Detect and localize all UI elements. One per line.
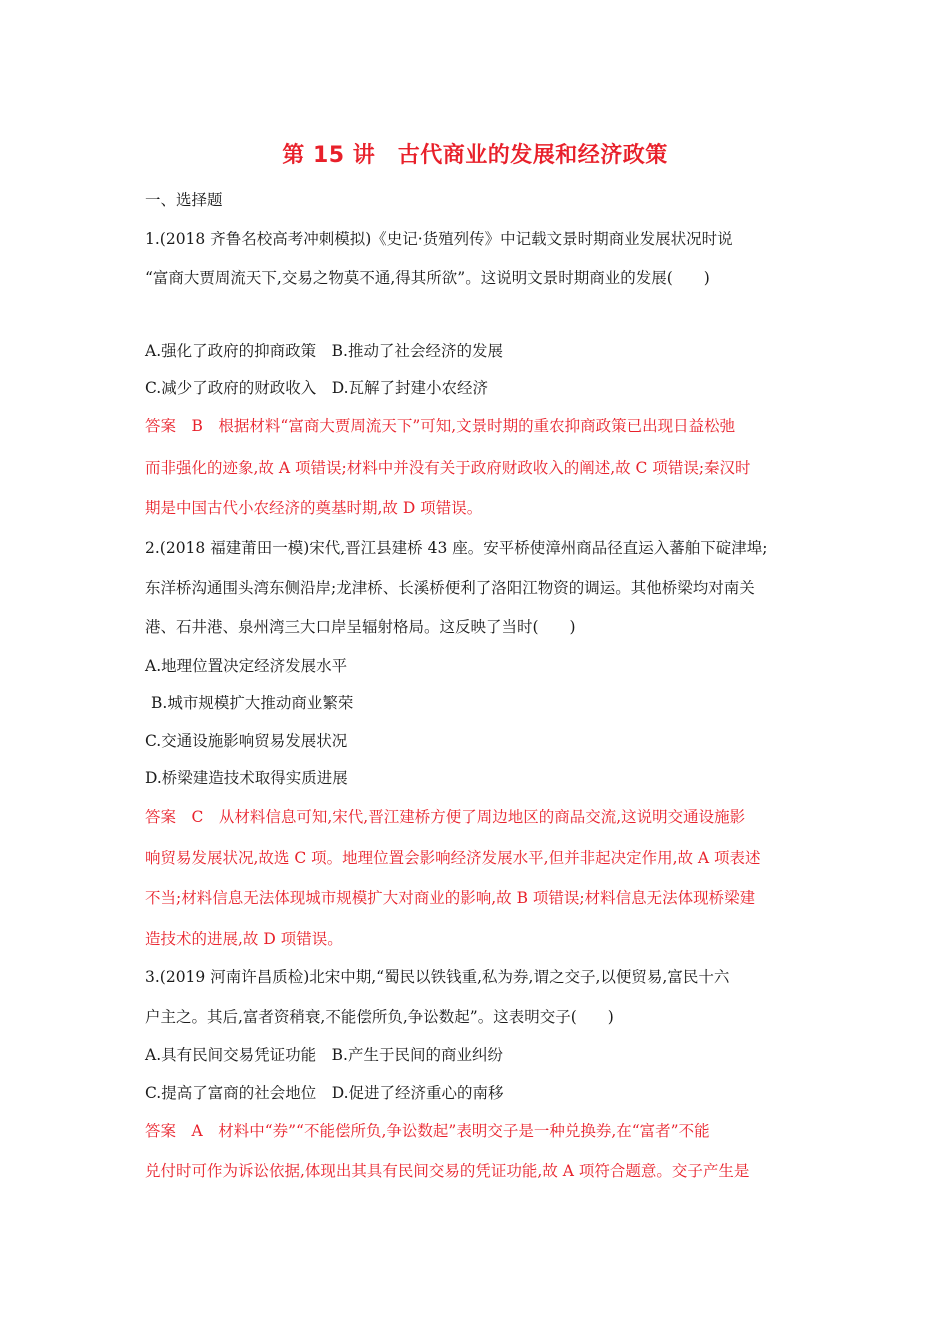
question-2-option-d: D.桥梁建造技术取得实质进展 bbox=[145, 769, 348, 787]
page-title: 第 15 讲 古代商业的发展和经济政策 bbox=[282, 143, 668, 168]
question-1-stem-line-1: 1.(2018 齐鲁名校高考冲刺模拟)《史记·货殖列传》中记载文景时期商业发展状况时说 bbox=[145, 230, 733, 248]
question-3-answer-line-1: 答案 A 材料中“券”“不能偿所负,争讼数起”表明交子是一种兑换券,在“富者”不能 bbox=[145, 1122, 710, 1140]
question-1-answer-line-1: 答案 B 根据材料“富商大贾周流天下”可知,文景时期的重农抑商政策已出现日益松弛 bbox=[145, 417, 736, 435]
question-2-answer-line-3: 不当;材料信息无法体现城市规模扩大对商业的影响,故 B 项错误;材料信息无法体现桥梁建 bbox=[145, 889, 756, 907]
question-1-options-line-2: C.减少了政府的财政收入 D.瓦解了封建小农经济 bbox=[145, 379, 489, 397]
question-2-answer-line-2: 响贸易发展状况,故选 C 项。地理位置会影响经济发展水平,但并非起决定作用,故 A 项表述 bbox=[145, 849, 761, 867]
question-3-options-line-1: A.具有民间交易凭证功能 B.产生于民间的商业纠纷 bbox=[145, 1046, 503, 1064]
question-1-stem-line-2: “富商大贾周流天下,交易之物莫不通,得其所欲”。这说明文景时期商业的发展( ) bbox=[145, 269, 710, 287]
question-1-options-line-1: A.强化了政府的抑商政策 B.推动了社会经济的发展 bbox=[145, 342, 503, 360]
question-2-option-b: B.城市规模扩大推动商业繁荣 bbox=[151, 694, 354, 712]
question-2-option-c: C.交通设施影响贸易发展状况 bbox=[145, 732, 348, 750]
question-3-answer-line-2: 兑付时可作为诉讼依据,体现出其具有民间交易的凭证功能,故 A 项符合题意。交子产生是 bbox=[145, 1162, 750, 1180]
question-2-stem-line-2: 东洋桥沟通围头湾东侧沿岸;龙津桥、长溪桥便利了洛阳江物资的调运。其他桥梁均对南关 bbox=[145, 579, 755, 597]
question-2-answer-line-4: 造技术的进展,故 D 项错误。 bbox=[145, 930, 343, 948]
question-3-stem-line-1: 3.(2019 河南许昌质检)北宋中期,“蜀民以铁钱重,私为券,谓之交子,以便贸易,富民十六 bbox=[145, 968, 730, 986]
question-3-options-line-2: C.提高了富商的社会地位 D.促进了经济重心的南移 bbox=[145, 1084, 504, 1102]
question-1-answer-line-2: 而非强化的迹象,故 A 项错误;材料中并没有关于政府财政收入的阐述,故 C 项错误;秦汉时 bbox=[145, 459, 751, 477]
question-3-stem-line-2: 户主之。其后,富者资稍衰,不能偿所负,争讼数起”。这表明交子( ) bbox=[145, 1008, 614, 1026]
question-2-option-a: A.地理位置决定经济发展水平 bbox=[145, 657, 348, 675]
question-1-answer-line-3: 期是中国古代小农经济的奠基时期,故 D 项错误。 bbox=[145, 499, 483, 517]
section-heading: 一、选择题 bbox=[145, 191, 223, 209]
question-2-stem-line-1: 2.(2018 福建莆田一模)宋代,晋江县建桥 43 座。安平桥使漳州商品径直运入蕃舶下碇津埠; bbox=[145, 539, 768, 557]
question-2-stem-line-3: 港、石井港、泉州湾三大口岸呈辐射格局。这反映了当时( ) bbox=[145, 618, 576, 636]
question-2-answer-line-1: 答案 C 从材料信息可知,宋代,晋江建桥方便了周边地区的商品交流,这说明交通设施影 bbox=[145, 808, 746, 826]
